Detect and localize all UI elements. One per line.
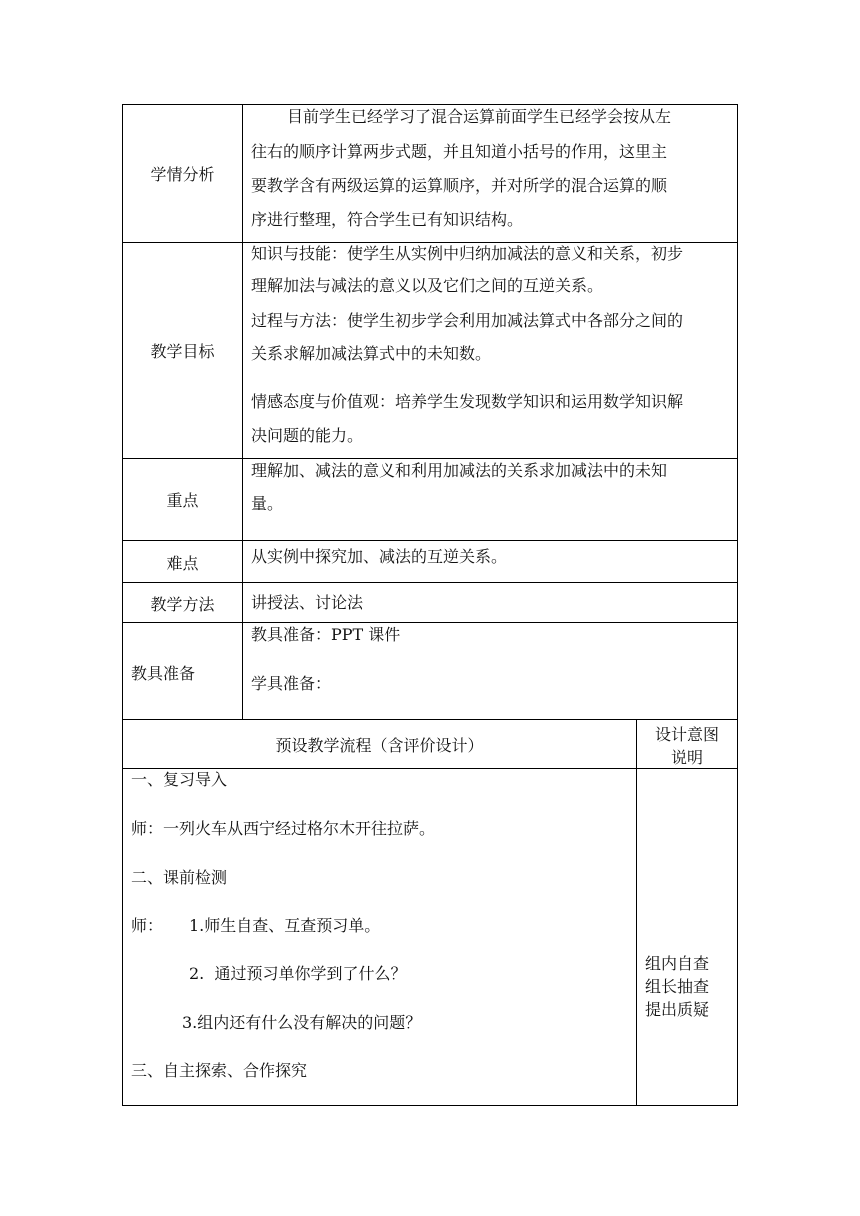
row-label-key-point: 重点 [166,491,199,510]
section-review-heading: 一、复习导入 [131,770,228,789]
design-column-divider [636,719,637,1106]
section-precheck-heading: 二、课前检测 [131,868,228,887]
teacher-prefix: 师： [131,916,164,935]
row-label-tools: 教具准备 [130,664,195,683]
tools-teacher-text: 教具准备：PPT 课件 [251,625,401,644]
method-text: 讲授法、讨论法 [251,593,364,612]
design-note: 组长抽查 [645,977,710,996]
row-label-method: 教学方法 [150,595,215,614]
tools-student-text: 学具准备： [251,674,332,693]
row-divider [122,582,738,583]
row-label-objectives: 教学目标 [150,342,215,361]
table-border-bottom [122,1105,738,1106]
process-header-title: 预设教学流程（含评价设计） [275,736,484,755]
row-divider [122,540,738,541]
table-border-right [737,104,738,1106]
row-divider [122,719,738,720]
step-1-text: 1.师生自查、互查预习单。 [189,916,381,935]
design-header-line1: 设计意图 [654,725,719,744]
design-header-line2: 说明 [670,748,703,767]
row-label-student-analysis: 学情分析 [150,165,215,184]
step-3-text: 3.组内还有什么没有解决的问题？ [182,1013,422,1032]
difficulty-text: 从实例中探究加、减法的互逆关系。 [251,547,508,566]
row-divider [122,622,738,623]
row-label-difficulty: 难点 [166,554,199,573]
label-column-divider [242,104,243,719]
design-note: 提出质疑 [645,1000,710,1019]
design-note: 组内自查 [645,954,710,973]
step-2-text: 2. 通过预习单你学到了什么？ [189,964,407,983]
teacher-intro-text: 师：一列火车从西宁经过格尔木开往拉萨。 [131,819,436,838]
section-explore-heading: 三、自主探索、合作探究 [131,1061,308,1080]
